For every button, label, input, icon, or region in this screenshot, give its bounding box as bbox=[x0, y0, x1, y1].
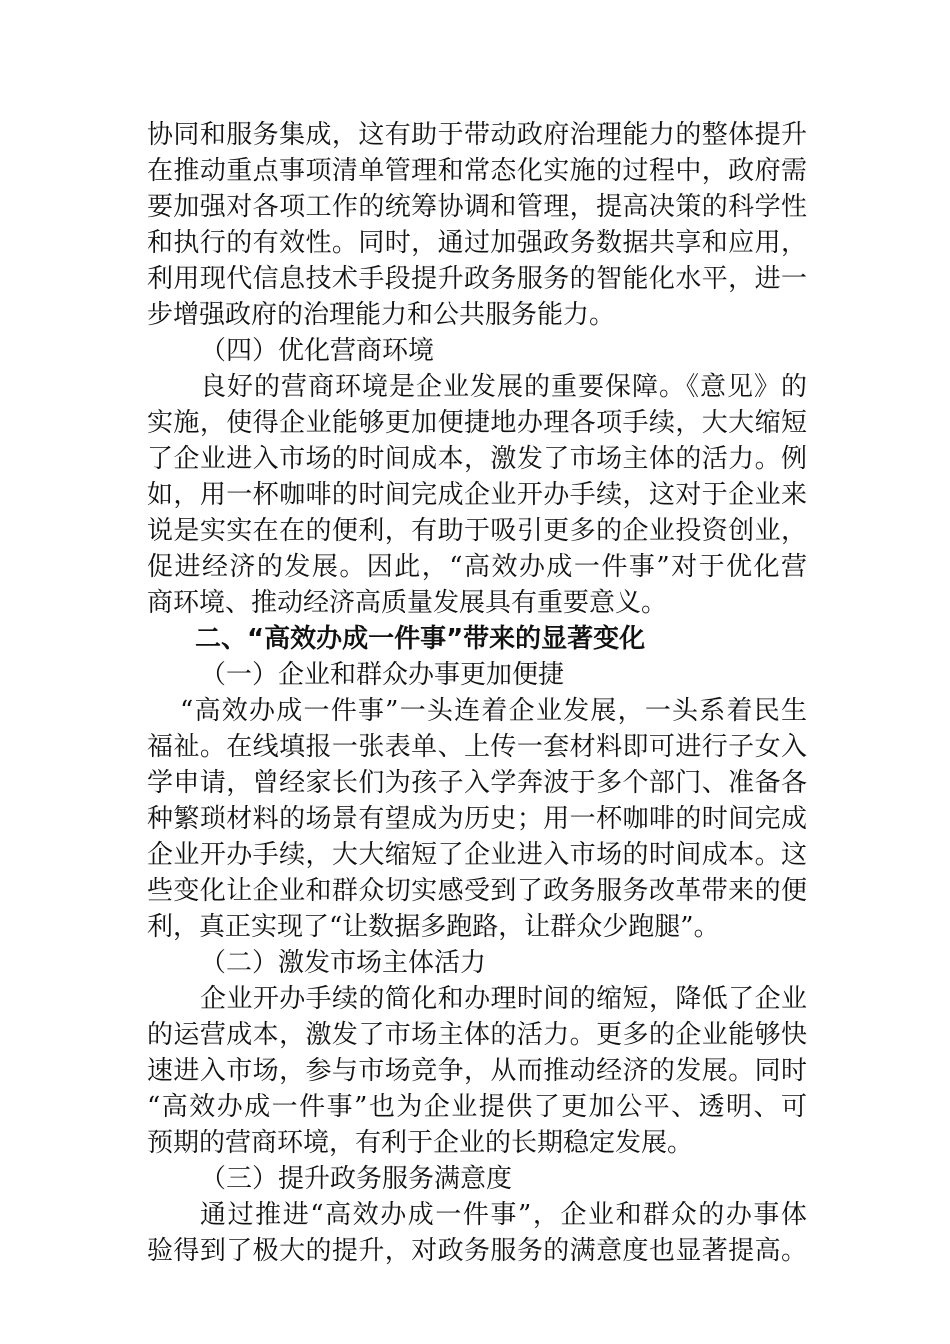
paragraph-line: 步增强政府的治理能力和公共服务能力。 bbox=[147, 300, 616, 330]
paragraph-line: 企业开办手续的简化和办理时间的缩短，降低了企业 bbox=[200, 984, 807, 1014]
paragraph-line: 些变化让企业和群众切实感受到了政务服务改革带来的便 bbox=[147, 876, 807, 906]
paragraph-line: 学申请，曾经家长们为孩子入学奔波于多个部门、准备各 bbox=[147, 768, 807, 798]
paragraph-line: 促进经济的发展。因此，“高效办成一件事”对于优化营 bbox=[147, 552, 807, 582]
paragraph-line: 预期的营商环境，有利于企业的长期稳定发展。 bbox=[147, 1128, 694, 1158]
paragraph-line: 实施，使得企业能够更加便捷地办理各项手续，大大缩短 bbox=[147, 408, 807, 438]
paragraph-line: 商环境、推动经济高质量发展具有重要意义。 bbox=[147, 588, 668, 618]
paragraph-line: 利用现代信息技术手段提升政务服务的智能化水平，进一 bbox=[147, 264, 807, 294]
section-heading: （三）提升政务服务满意度 bbox=[200, 1164, 513, 1194]
section-heading: （一）企业和群众办事更加便捷 bbox=[200, 660, 565, 690]
chapter-heading: 二、“高效办成一件事”带来的显著变化 bbox=[195, 624, 646, 654]
paragraph-line: 要加强对各项工作的统筹协调和管理，提高决策的科学性 bbox=[147, 192, 807, 222]
paragraph-line: 种繁琐材料的场景有望成为历史；用一杯咖啡的时间完成 bbox=[147, 804, 807, 834]
paragraph-line: 企业开办手续，大大缩短了企业进入市场的时间成本。这 bbox=[147, 840, 807, 870]
paragraph-line: 福祉。在线填报一张表单、上传一套材料即可进行子女入 bbox=[147, 732, 807, 762]
paragraph-line: 的运营成本，激发了市场主体的活力。更多的企业能够快 bbox=[147, 1020, 807, 1050]
paragraph-line: 良好的营商环境是企业发展的重要保障。《意见》的 bbox=[200, 372, 807, 402]
paragraph-line: 协同和服务集成，这有助于带动政府治理能力的整体提升 bbox=[147, 120, 807, 150]
paragraph-line: 在推动重点事项清单管理和常态化实施的过程中，政府需 bbox=[147, 156, 807, 186]
paragraph-line: 通过推进“高效办成一件事”，企业和群众的办事体 bbox=[200, 1200, 807, 1230]
paragraph-line: 和执行的有效性。同时，通过加强政务数据共享和应用， bbox=[147, 228, 807, 258]
paragraph-line: 说是实实在在的便利，有助于吸引更多的企业投资创业， bbox=[147, 516, 807, 546]
paragraph-line: 如，用一杯咖啡的时间完成企业开办手续，这对于企业来 bbox=[147, 480, 807, 510]
section-heading: （二）激发市场主体活力 bbox=[200, 948, 487, 978]
paragraph-line: 了企业进入市场的时间成本，激发了市场主体的活力。例 bbox=[147, 444, 807, 474]
paragraph-line: “高效办成一件事”一头连着企业发展，一头系着民生 bbox=[180, 696, 807, 726]
section-heading: （四）优化营商环境 bbox=[200, 336, 435, 366]
paragraph-line: “高效办成一件事”也为企业提供了更加公平、透明、可 bbox=[147, 1092, 807, 1122]
paragraph-line: 速进入市场，参与市场竞争，从而推动经济的发展。同时 bbox=[147, 1056, 807, 1086]
paragraph-line: 验得到了极大的提升，对政务服务的满意度也显著提高。 bbox=[147, 1236, 807, 1266]
paragraph-line: 利，真正实现了“让数据多跑路，让群众少跑腿”。 bbox=[147, 912, 720, 942]
